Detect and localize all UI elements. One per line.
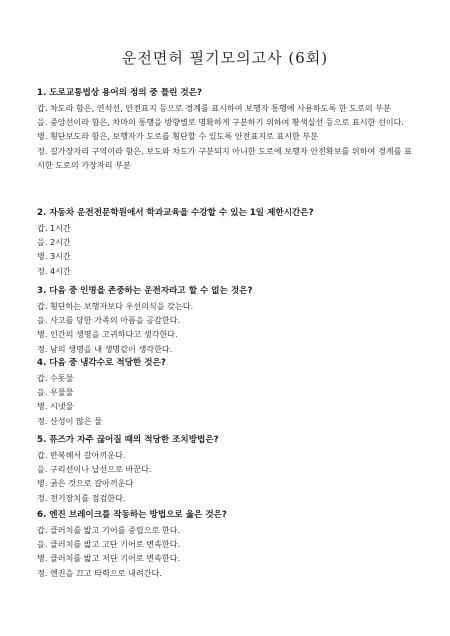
- option-b: 을. 우물물: [37, 387, 74, 398]
- option-b: 을. 사고를 당한 가족의 아픔을 공감한다.: [37, 315, 181, 326]
- option-b: 을. 2시간: [37, 237, 71, 248]
- option-a: 갑. 반복해서 갈아끼운다.: [37, 450, 126, 460]
- option-d: 정. 4시간: [37, 265, 71, 276]
- question-4: [37, 356, 415, 428]
- option-b: 을. 구리선이나 납선으로 바꾼다.: [37, 464, 152, 475]
- question-stem: 4. 다음 중 냉각수로 적당한 것은?: [37, 358, 166, 368]
- option-a: 갑. 클러치를 밟고 기어를 중립으로 한다.: [37, 525, 181, 535]
- option-b: 을. 클러치를 밟고 고단 기어로 변속한다.: [37, 539, 181, 550]
- option-c: 병. 시냇물: [37, 401, 74, 412]
- option-c: 병. 클러치를 밟고 저단 기어로 변속한다.: [37, 553, 181, 564]
- question-stem: 2. 자동차 운전전문학원에서 학과교육을 수강할 수 있는 1일 제한시간은?: [37, 208, 314, 218]
- question-2: [37, 206, 415, 278]
- option-c: 병. 3시간: [37, 251, 71, 262]
- option-d: 정. 엔진을 끄고 타력으로 내려간다.: [37, 567, 162, 578]
- option-a: 갑. 횡단하는 보행자보다 우선의식을 갖는다.: [37, 301, 194, 311]
- option-b: 을. 중앙선이라 함은, 차마의 통행을 방향별로 명확하게 구분하기 위하여 황색실선 등으로 표시한 선이다.: [37, 117, 404, 128]
- question-stem: 3. 다음 중 인명을 존중하는 운전자라고 할 수 없는 것은?: [37, 286, 253, 296]
- option-d: 정. 남의 생명을 내 생명같이 생각한다.: [37, 343, 173, 354]
- question-stem: 5. 퓨즈가 자주 끊어질 때의 적당한 조치방법은?: [37, 435, 219, 445]
- exam-title: 운전면허 필기모의고사 (6회): [121, 49, 329, 67]
- question-5: [37, 433, 415, 505]
- question-stem: 1. 도로교통법상 용어의 정의 중 틀린 것은?: [37, 88, 203, 98]
- question-6: [37, 508, 415, 580]
- option-c: 병. 횡단보도라 함은, 보행자가 도로를 횡단할 수 있도록 안전표지로 표시한 부분: [37, 131, 319, 142]
- question-1: [37, 86, 415, 172]
- question-3: [37, 284, 415, 356]
- option-c: 병. 인간의 생명을 고귀하다고 생각한다.: [37, 329, 178, 340]
- question-stem: 6. 엔진 브레이크를 작동하는 방법으로 옳은 것은?: [37, 510, 227, 520]
- option-d: 정. 전기장치를 점검한다.: [37, 492, 126, 503]
- option-a: 갑. 수돗물: [37, 373, 74, 383]
- option-d: 정. 길가장자리 구역이라 함은, 보도와 차도가 구분되지 아니한 도로에 보행자 안전확보를 위하여 경계를 표시한 도로의 가장자리 부분: [37, 145, 412, 170]
- option-d: 정. 산성이 많은 물: [37, 415, 103, 426]
- option-a: 갑. 차도라 함은, 연석선, 안전표지 등으로 경계를 표시하여 보행자 통행에 사용하도록 한 도로의 부분: [37, 103, 391, 113]
- option-a: 갑. 1시간: [37, 223, 71, 233]
- option-c: 병. 굵은 것으로 갈아끼운다: [37, 478, 134, 489]
